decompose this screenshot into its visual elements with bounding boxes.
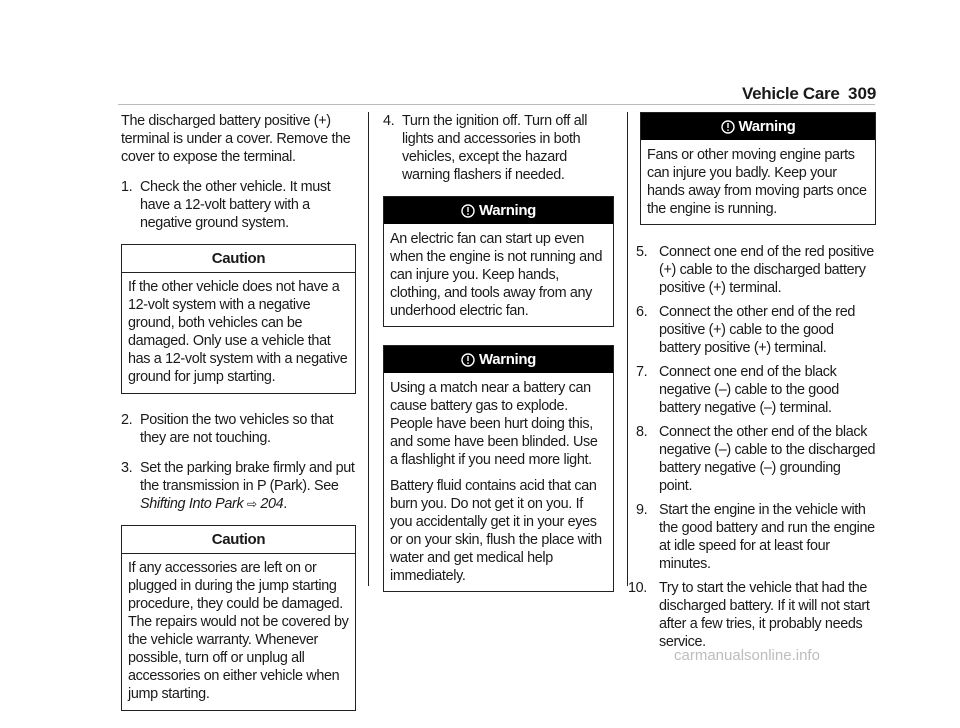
- column-2: [383, 112, 614, 610]
- step-text: Position the two vehicles so that they are not touching.: [140, 412, 334, 446]
- column-divider-1: [368, 112, 369, 586]
- warning-paragraph-1: Using a match near a battery can cause battery gas to explode. People have been hurt doing this, and some have been blinded. Use a flashlight if you need more light.: [390, 380, 598, 468]
- warning-header: [641, 113, 875, 140]
- section-title: Vehicle Care: [742, 84, 840, 103]
- warning-paragraph-2: Battery fluid contains acid that can burn you. Do not get it on you. If you accidentally get it in your eyes or on your skin, flush the place with water and get medical help immediately.: [390, 478, 602, 584]
- watermark: carmanualsonline.info: [674, 647, 820, 664]
- caution-text: If any accessories are left on or plugged in during the jump starting procedure, they could be damaged. The repairs would not be covered by the vehicle warranty. Whenever possible, turn off or unplug all accessories on either vehicle when jump starting.: [128, 560, 349, 702]
- shifting-into-park-link[interactable]: Shifting Into Park: [140, 496, 244, 512]
- warning-header: [384, 346, 613, 373]
- step-5: [628, 243, 876, 297]
- column-3: [628, 112, 876, 657]
- step-1: [121, 178, 356, 232]
- step-10: [628, 579, 876, 651]
- step-number: 6.: [636, 304, 648, 320]
- step-4: [383, 112, 614, 184]
- step-text: Try to start the vehicle that had the discharged battery. If it will not start after a few tries, it probably needs service.: [659, 580, 870, 650]
- step-number: 3.: [121, 460, 133, 476]
- warning-text: An electric fan can start up even when the engine is not running and can injure you. Keep hands, clothing, and tools away from any underhood electric fan.: [390, 231, 603, 319]
- step-number: 1.: [121, 179, 133, 195]
- steps-list: [628, 243, 876, 651]
- step-number: 5.: [636, 244, 648, 260]
- step-text: Connect the other end of the black negative (–) cable to the discharged battery negative (–) grounding point.: [659, 424, 876, 494]
- warning-icon: [721, 120, 735, 134]
- caution-title: Caution: [122, 526, 355, 554]
- caution-box-1: [121, 244, 356, 394]
- step-6: [628, 303, 876, 357]
- warning-box-3: [640, 112, 876, 225]
- step-9: [628, 501, 876, 573]
- step-text: Start the engine in the vehicle with the good battery and run the engine at idle speed for at least four minutes.: [659, 502, 875, 572]
- warning-box-1: [383, 196, 614, 327]
- page-reference-icon: ⇨: [246, 497, 257, 511]
- step-text: Connect one end of the red positive (+) cable to the discharged battery positive (+) terminal.: [659, 244, 874, 296]
- header-rule: [118, 104, 875, 105]
- caution-title: Caution: [122, 245, 355, 273]
- step-3: [121, 459, 356, 513]
- warning-box-2: [383, 345, 614, 592]
- warning-title: Warning: [479, 202, 536, 219]
- step-7: [628, 363, 876, 417]
- column-1: [121, 112, 356, 728]
- step-end-period: .: [283, 496, 287, 512]
- step-2: [121, 411, 356, 447]
- step-text: Turn the ignition off. Turn off all lights and accessories in both vehicles, except the hazard warning flashers if needed.: [402, 113, 588, 183]
- caution-box-2: [121, 525, 356, 711]
- step-number: 7.: [636, 364, 648, 380]
- caution-text: If the other vehicle does not have a 12-volt system with a negative ground, both vehicles can be damaged. Only use a vehicle that has a 12-volt system with a negative ground for jump starting.: [128, 279, 348, 385]
- page-number: 309: [848, 84, 877, 103]
- step-number: 2.: [121, 412, 133, 428]
- step-8: [628, 423, 876, 495]
- step-text: Connect the other end of the red positive (+) cable to the good battery positive (+) terminal.: [659, 304, 856, 356]
- warning-title: Warning: [738, 118, 796, 135]
- step-number: 4.: [383, 113, 395, 129]
- intro-paragraph: The discharged battery positive (+) terminal is under a cover. Remove the cover to expose the terminal.: [121, 113, 351, 165]
- step-number: 9.: [636, 502, 648, 518]
- step-number: 10.: [628, 580, 647, 596]
- warning-text: Fans or other moving engine parts can injure you badly. Keep your hands away from moving parts once the engine is running.: [647, 147, 867, 217]
- warning-icon: [461, 353, 475, 367]
- warning-icon: [461, 204, 475, 218]
- warning-body: [384, 373, 613, 591]
- step-text: Check the other vehicle. It must have a 12-volt battery with a negative ground system.: [140, 179, 331, 231]
- step-text: Connect one end of the black negative (–) cable to the good battery negative (–) terminal.: [659, 364, 839, 416]
- step-number: 8.: [636, 424, 648, 440]
- warning-header: [384, 197, 613, 224]
- warning-title: Warning: [479, 351, 536, 368]
- page-reference-number[interactable]: 204: [260, 496, 284, 512]
- step-text: Set the parking brake firmly and put the transmission in P (Park). See: [140, 460, 355, 494]
